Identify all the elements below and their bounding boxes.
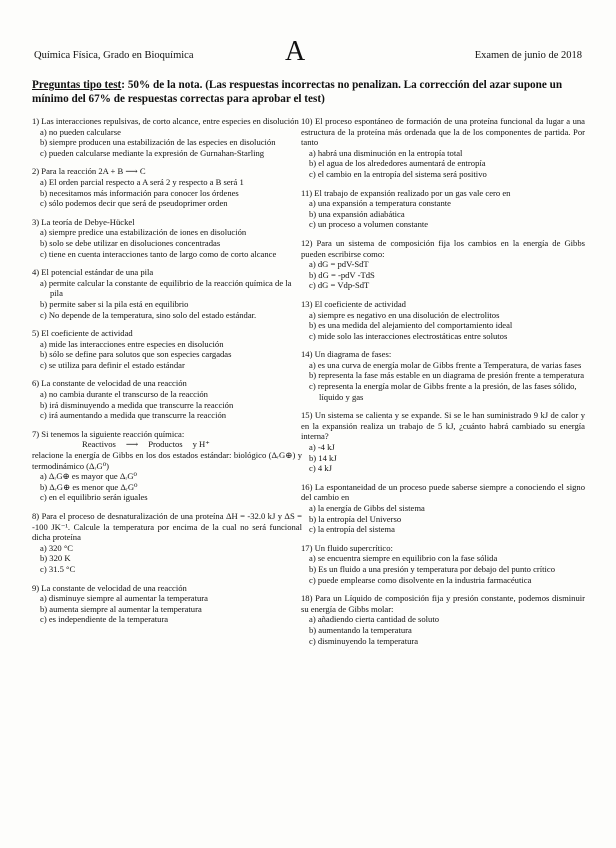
answer-option: b) 320 K xyxy=(40,553,71,564)
question-text: 10) El proceso espontáneo de formación de una proteína funcional da lugar a una estructura de la proteína más ordenada que la de los componentes de partida. Por tanto xyxy=(301,116,585,148)
answer-option: b) dG = -pdV -TdS xyxy=(309,269,375,280)
exam-date: Examen de junio de 2018 xyxy=(474,50,582,61)
answer-option: c) un proceso a volumen constante xyxy=(309,219,429,230)
reaction-term: Reactivos xyxy=(82,439,116,450)
question-text: 5) El coeficiente de actividad xyxy=(32,328,133,339)
answer-option: b) sólo se define para solutos que son especies cargadas xyxy=(40,349,232,360)
answer-option: b) Es un fluido a una presión y temperatura por debajo del punto crítico xyxy=(309,563,556,574)
answer-option: b) es una medida del alejamiento del comportamiento ideal xyxy=(309,320,513,331)
answer-option: c) es independiente de la temperatura xyxy=(40,614,169,625)
question xyxy=(32,116,302,158)
question-text: 15) Un sistema se calienta y se expande. Si se le han suministrado 9 kJ de calor y en la expansión realiza un trabajo de 5 kJ, ¿cuánto habrá cambiado su energía interna? xyxy=(301,410,585,442)
answer-option: b) irá disminuyendo a medida que transcurre la reacción xyxy=(40,399,234,410)
question-text: 14) Un diagrama de fases: xyxy=(301,349,392,360)
course-title: Química Física, Grado en Bioquímica xyxy=(34,50,194,61)
answer-option: b) solo se debe utilizar en disoluciones concentradas xyxy=(40,237,221,248)
question xyxy=(32,217,302,259)
answer-option: c) el cambio en la entropía del sistema será positivo xyxy=(309,168,487,179)
answer-option: c) disminuyendo la temperatura xyxy=(309,635,419,646)
question xyxy=(301,410,585,474)
question-text: 17) Un fluido supercrítico: xyxy=(301,542,393,553)
answer-option: a) mide las interacciones entre especies en disolución xyxy=(40,338,224,349)
question xyxy=(32,267,302,320)
test-instructions xyxy=(32,78,588,106)
answer-option: a) -4 kJ xyxy=(309,442,335,453)
reaction-equation xyxy=(32,439,302,450)
question xyxy=(301,188,585,230)
question xyxy=(32,429,302,503)
answer-option: c) dG = Vdp-SdT xyxy=(309,280,370,291)
answer-option: a) El orden parcial respecto a A será 2 y respecto a B será 1 xyxy=(40,176,244,187)
question-text-continued: relacione la energía de Gibbs en los dos estados estándar: biológico (ΔᵣG⊕) y termodinámico (ΔᵣG⁰) xyxy=(32,450,302,471)
left-column xyxy=(32,116,302,633)
instructions-text: : 50% de la nota. (Las respuestas incorrectas no penalizan. La corrección del azar supone un mínimo del 67% de respuestas correctas para aprobar el test) xyxy=(32,79,563,105)
question xyxy=(32,583,302,625)
answer-option: c) se utiliza para definir el estado estándar xyxy=(40,359,185,370)
question-text: 13) El coeficiente de actividad xyxy=(301,298,406,309)
answer-option: b) una expansión adiabática xyxy=(309,208,405,219)
answer-option: b) permite saber si la pila está en equilibrio xyxy=(40,298,189,309)
answer-option: b) aumentando la temperatura xyxy=(309,624,412,635)
question-text: 12) Para un sistema de composición fija los cambios en la energía de Gibbs pueden escribirse como: xyxy=(301,237,585,259)
answer-option: a) disminuye siempre al aumentar la temperatura xyxy=(40,593,208,604)
answer-option: c) la entropía del sistema xyxy=(309,524,395,535)
answer-option: c) No depende de la temperatura, sino solo del estado estándar. xyxy=(40,309,257,320)
question xyxy=(32,328,302,370)
question xyxy=(32,166,302,208)
answer-option: b) la entropía del Universo xyxy=(309,513,402,524)
answer-option: a) ΔᵣG⊕ es mayor que ΔᵣG⁰ xyxy=(40,471,137,482)
answer-option: c) sólo podemos decir que será de pseudoprimer orden xyxy=(40,198,228,209)
answer-option: b) ΔᵣG⊕ es menor que ΔᵣG⁰ xyxy=(40,481,138,492)
question-text: 2) Para la reacción 2A + B ⟶ C xyxy=(32,166,146,177)
answer-option: a) se encuentra siempre en equilibrio con la fase sólida xyxy=(309,553,498,564)
answer-option: a) no cambia durante el transcurso de la reacción xyxy=(40,389,208,400)
question xyxy=(32,511,302,575)
answer-option: a) es una curva de energía molar de Gibbs frente a Temperatura, de varias fases xyxy=(309,359,582,370)
question xyxy=(301,238,585,291)
question-text: 9) La constante de velocidad de una reacción xyxy=(32,582,187,593)
question-text: 11) El trabajo de expansión realizado por un gas vale cero en xyxy=(301,187,511,198)
question-text: 18) Para un Líquido de composición fija y presión constante, podemos disminuir su energía de Gibbs molar: xyxy=(301,593,585,614)
answer-option: b) el agua de los alrededores aumentará de entropía xyxy=(309,158,486,169)
answer-option: c) representa la energía molar de Gibbs frente a la presión, de las fases sólido, líquido y gas xyxy=(309,381,577,402)
question-text: 3) La teoría de Debye-Hückel xyxy=(32,216,135,227)
question xyxy=(301,593,585,646)
question xyxy=(301,299,585,341)
answer-option: a) 320 °C xyxy=(40,542,74,553)
answer-option: a) siempre predice una estabilización de iones en disolución xyxy=(40,227,247,238)
answer-option: a) no pueden calcularse xyxy=(40,126,121,137)
answer-option: c) irá aumentando a medida que transcurre la reacción xyxy=(40,410,227,421)
answer-option: b) siempre producen una estabilización de las especies en disolución xyxy=(40,137,276,148)
answer-option: b) necesitamos más información para conocer los órdenes xyxy=(40,187,239,198)
answer-option: c) tiene en cuenta interacciones tanto de largo como de corto alcance xyxy=(40,248,277,259)
question xyxy=(301,543,585,585)
question-text: 4) El potencial estándar de una pila xyxy=(32,267,154,278)
page-header xyxy=(34,36,582,68)
question-text: 8) Para el proceso de desnaturalización de una proteína ΔH = -32.0 kJ y ΔS = -100 JK⁻¹. Calcule la temperatura por encima de la cual no será funcional dicha proteína xyxy=(32,511,302,543)
answer-option: a) una expansión a temperatura constante xyxy=(309,198,451,209)
question xyxy=(32,378,302,420)
answer-option: a) añadiendo cierta cantidad de soluto xyxy=(309,614,440,625)
answer-option: c) mide solo las interacciones electrostáticas entre solutos xyxy=(309,330,508,341)
answer-option: b) 14 kJ xyxy=(309,452,337,463)
question-text: 6) La constante de velocidad de una reacción xyxy=(32,378,187,389)
question xyxy=(301,116,585,180)
reaction-term: y H⁺ xyxy=(192,439,210,450)
right-column xyxy=(301,116,585,654)
answer-option: c) 31.5 °C xyxy=(40,563,76,574)
question-text: 16) La espontaneidad de un proceso puede saberse siempre a conociendo el signo del cambio en xyxy=(301,481,585,503)
question xyxy=(301,349,585,402)
question xyxy=(301,482,585,535)
answer-option: a) dG = pdV-SdT xyxy=(309,259,369,270)
answer-option: a) la energía de Gibbs del sistema xyxy=(309,503,425,513)
reaction-term: ⟶ xyxy=(125,439,139,450)
question-text: 1) Las interacciones repulsivas, de corto alcance, entre especies en disolución xyxy=(32,116,299,126)
exam-version: A xyxy=(285,36,306,67)
answer-option: c) 4 kJ xyxy=(309,463,332,474)
question-text: 7) Si tenemos la siguiente reacción química: xyxy=(32,428,185,439)
answer-option: a) siempre es negativo en una disolución de electrolitos xyxy=(309,309,500,320)
answer-option: a) permite calcular la constante de equilibrio de la reacción química de la pila xyxy=(40,277,292,299)
answer-option: a) habrá una disminución en la entropía total xyxy=(309,147,463,158)
answer-option: c) en el equilibrio serán iguales xyxy=(40,492,148,503)
answer-option: c) puede emplearse como disolvente en la industria farmacéutica xyxy=(309,574,532,585)
section-heading: Preguntas tipo test xyxy=(32,79,122,91)
answer-option: c) pueden calcularse mediante la expresión de Gurnahan-Starling xyxy=(40,147,265,158)
reaction-term: Productos xyxy=(148,439,183,450)
answer-option: b) representa la fase más estable en un diagrama de presión frente a temperatura xyxy=(309,370,585,381)
answer-option: b) aumenta siempre al aumentar la temperatura xyxy=(40,603,202,614)
